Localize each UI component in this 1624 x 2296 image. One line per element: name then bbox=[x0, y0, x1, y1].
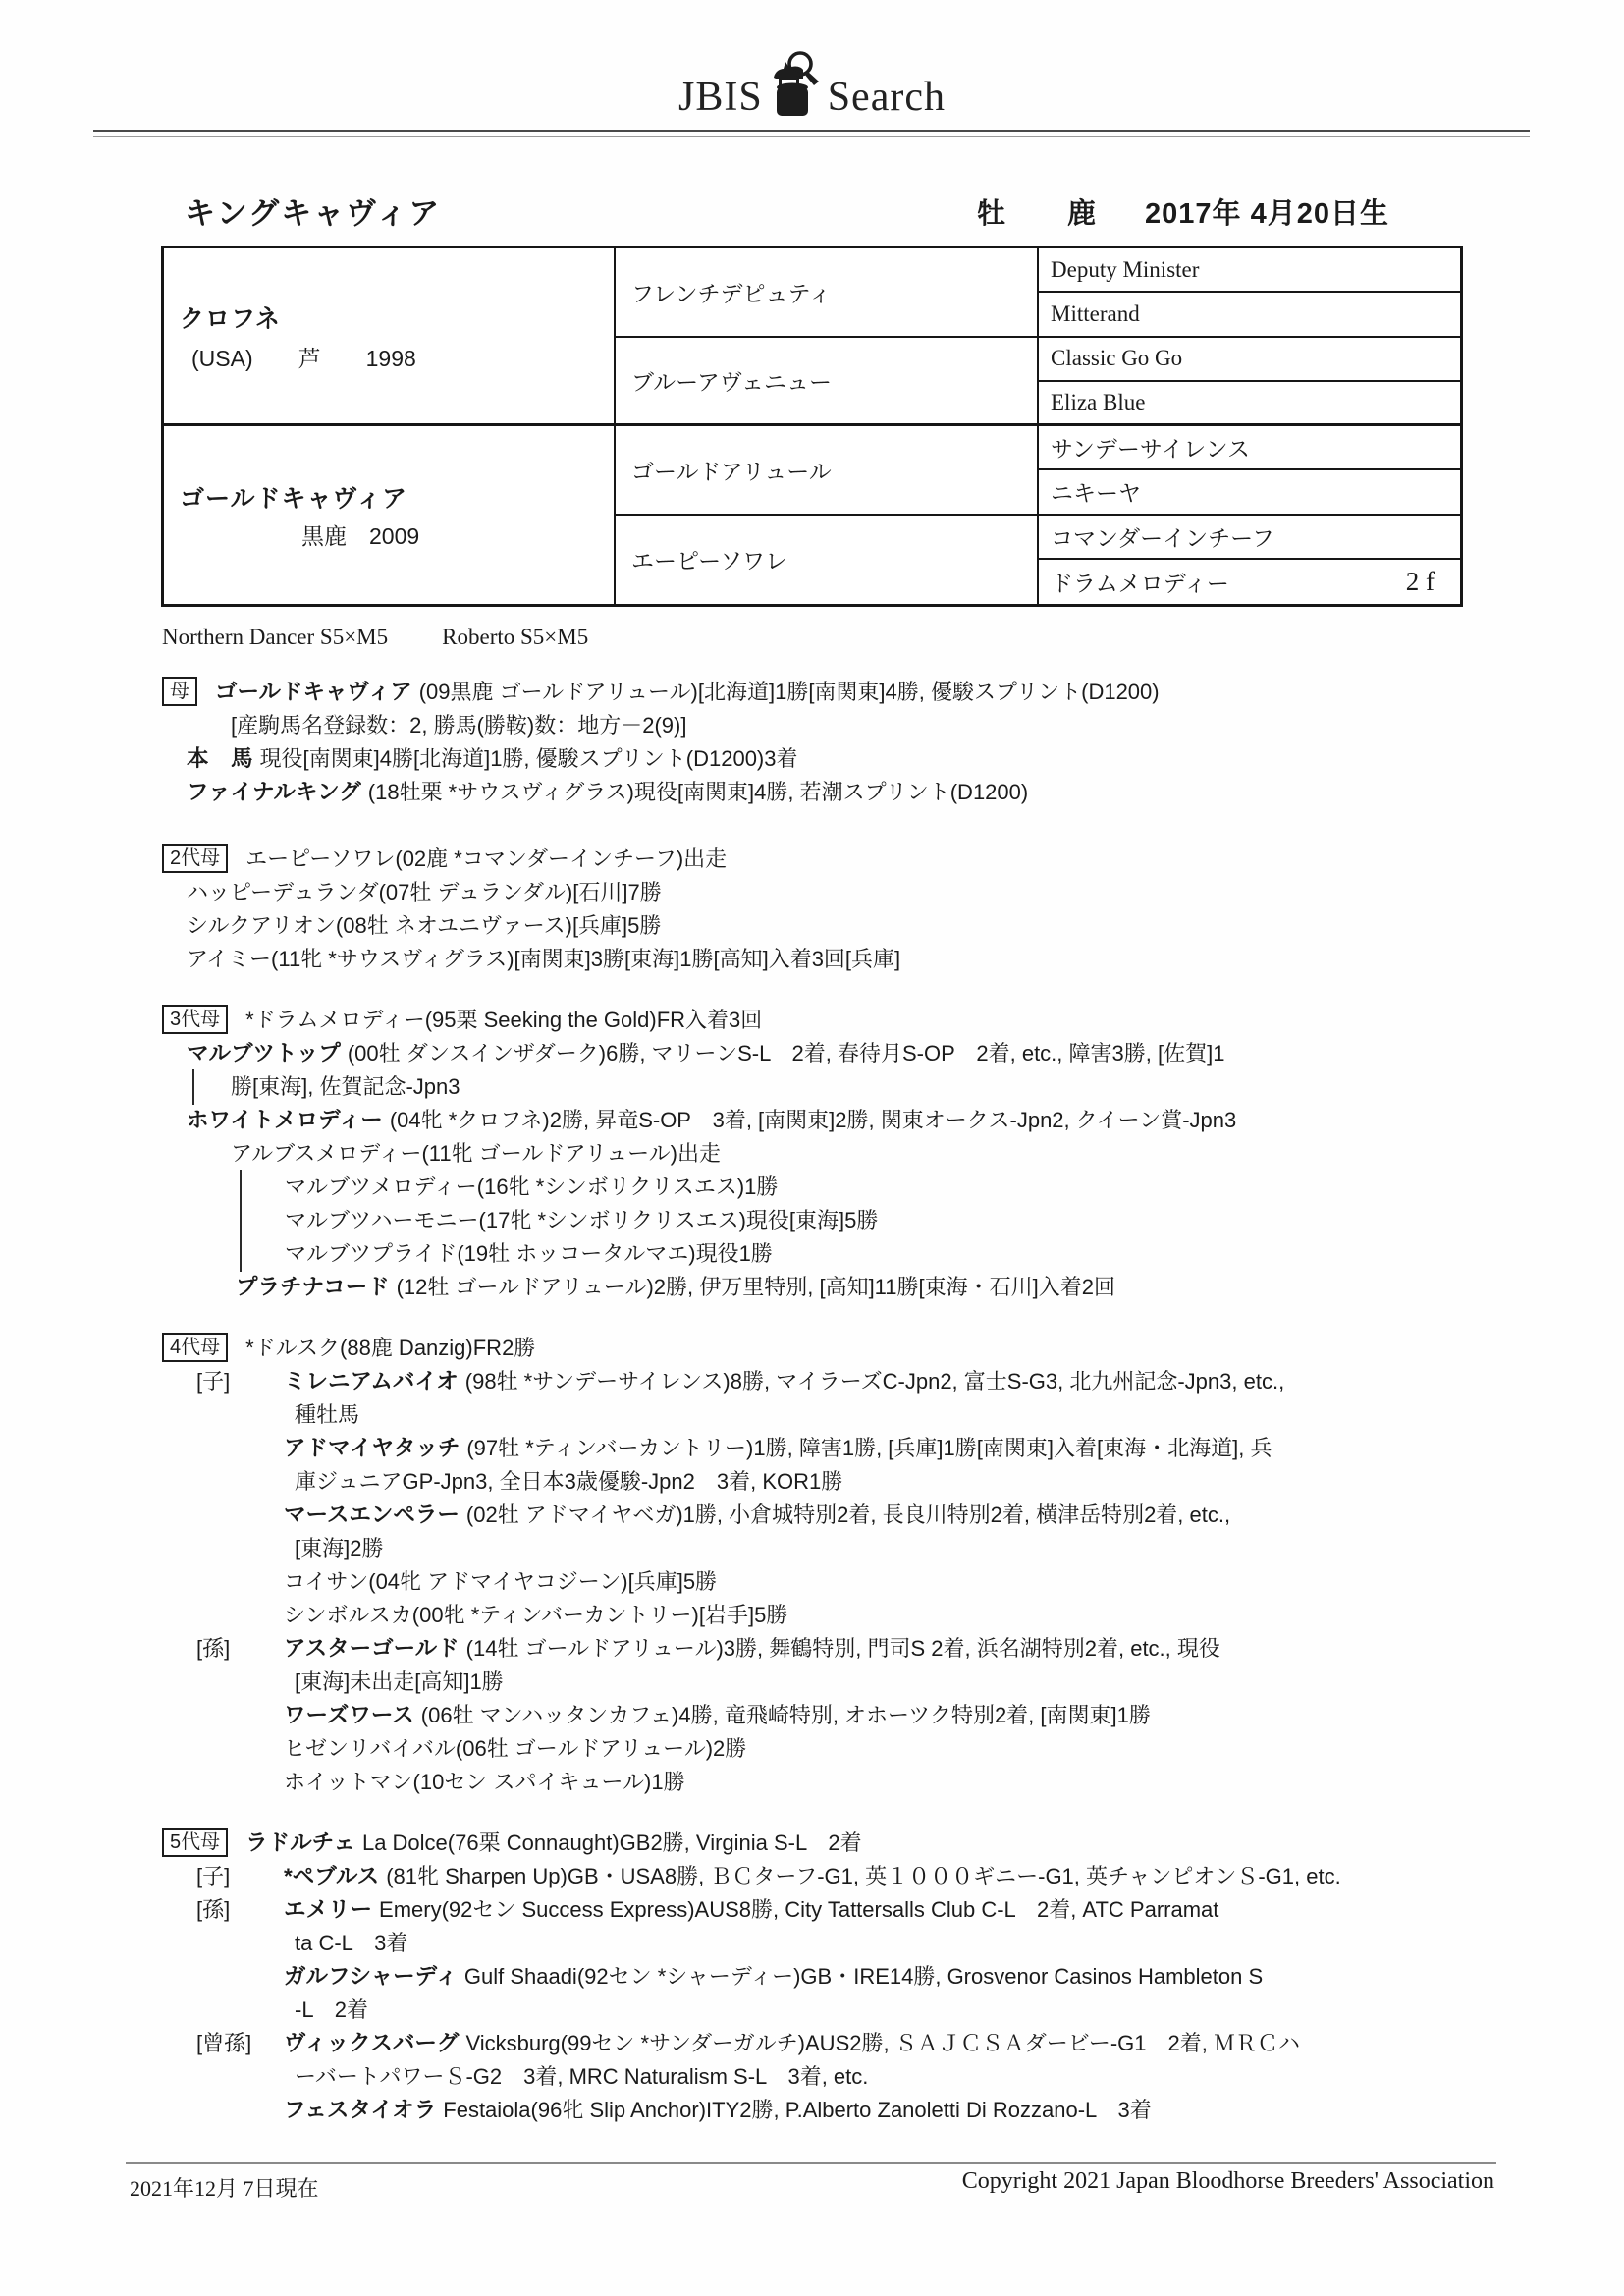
dam-detail: 黒鹿 2009 bbox=[301, 523, 420, 549]
line-text: (00牡 ダンスインザダーク)6勝, マリーンS-L 2着, 春待月S-OP 2着, etc., 障害3勝, [佐賀]1 bbox=[347, 1041, 1225, 1066]
line-text: La Dolce(76栗 Connaught)GB2勝, Virginia S-L 2着 bbox=[361, 1831, 862, 1855]
pedigree-line bbox=[0, 1271, 1624, 1304]
pedigree-line bbox=[0, 1204, 1624, 1237]
horse-name: マルブツトップ bbox=[187, 1041, 341, 1066]
line-text: ハッピーデュランダ(07牡 デュランダル)[石川]7勝 bbox=[187, 880, 662, 904]
pedigree-line bbox=[0, 1893, 1624, 1927]
greatgrandparent-name: ドラムメロディー bbox=[1051, 571, 1229, 596]
grandparent-cell: ブルーアヴェニュー bbox=[616, 338, 1037, 427]
grandparent-cell: ゴールドアリュール bbox=[616, 426, 1037, 516]
line-text: アイミー(11牝 *サウスヴィグラス)[南関東]3勝[東海]1勝[高知]入着3回[兵庫] bbox=[187, 947, 901, 971]
pedigree-line bbox=[0, 1365, 1624, 1398]
pedigree-line bbox=[0, 1499, 1624, 1532]
line-text: コイサン(04牝 アドマイヤコジーン)[兵庫]5勝 bbox=[284, 1569, 718, 1594]
line-text: ホイットマン(10セン スパイキュール)1勝 bbox=[284, 1770, 685, 1794]
pedigree-line bbox=[0, 909, 1624, 943]
pedigree-line bbox=[0, 1332, 1624, 1365]
line-text: (81牝 Sharpen Up)GB・USA8勝, ＢＣターフ-G1, 英１０００ギニー-G1, 英チャンピオンＳ-G1, etc. bbox=[386, 1864, 1341, 1888]
line-text: Vicksburg(99セン *サンダーガルチ)AUS2勝, ＳＡＪＣＳＡダービー-G1 2着, ＭＲＣハ bbox=[465, 2031, 1300, 2055]
pedigree-line bbox=[0, 1532, 1624, 1565]
tree-connector-line bbox=[240, 1203, 242, 1238]
pedigree-line bbox=[0, 1104, 1624, 1137]
line-text: 現役[南関東]4勝[北海道]1勝, 優駿スプリント(D1200)3着 bbox=[259, 746, 798, 771]
pedigree-line bbox=[0, 2060, 1624, 2094]
greatgrandparent-cell: コマンダーインチーフ bbox=[1039, 516, 1460, 560]
line-text: (06牡 マンハッタンカフェ)4勝, 竜飛崎特別, オホーツク特別2着, [南関東]1勝 bbox=[420, 1703, 1151, 1727]
inbreeding-line bbox=[162, 625, 642, 650]
pedigree-line bbox=[0, 1632, 1624, 1666]
pedigree-line bbox=[0, 1565, 1624, 1599]
line-text: Festaiola(96牝 Slip Anchor)ITY2勝, P.Alberto Zanoletti Di Rozzano-L 3着 bbox=[443, 2098, 1152, 2122]
greatgrandparent-cell: サンデーサイレンス bbox=[1039, 426, 1460, 470]
pedigree-line bbox=[0, 776, 1624, 809]
pedigree-line bbox=[0, 2027, 1624, 2060]
greatgrandparent-cell: ニキーヤ bbox=[1039, 470, 1460, 515]
line-text: [東海]2勝 bbox=[295, 1536, 384, 1560]
horse-name: 本 馬 bbox=[187, 746, 253, 771]
pedigree-line bbox=[0, 1171, 1624, 1204]
dam-cell bbox=[164, 426, 614, 604]
line-text: [産駒馬名登録数：2, 勝馬(勝鞍)数：地方－2(9)] bbox=[231, 713, 687, 738]
tree-connector-line bbox=[240, 1236, 242, 1272]
pedigree-line bbox=[0, 1237, 1624, 1271]
pedigree-line bbox=[0, 1070, 1624, 1104]
line-text: [東海]未出走[高知]1勝 bbox=[295, 1669, 504, 1694]
line-text: (04牝 *クロフネ)2勝, 昇竜S-OP 3着, [南関東]2勝, 関東オークス-Jpn2, クイーン賞-Jpn3 bbox=[389, 1108, 1237, 1132]
pedigree-line bbox=[0, 1699, 1624, 1732]
horse-sex: 牡 bbox=[977, 198, 1006, 230]
section-fifth-dam bbox=[0, 1827, 1624, 2127]
relation-tag: [子] bbox=[196, 1864, 231, 1888]
pedigree-line bbox=[0, 1766, 1624, 1799]
sire-name: クロフネ bbox=[180, 304, 282, 333]
horse-name: ワーズワース bbox=[284, 1703, 414, 1727]
horse-title: キングキャヴィア bbox=[185, 196, 442, 231]
greatgrandparent-cell bbox=[1039, 560, 1460, 604]
line-text: (14牡 ゴールドアリュール)3勝, 舞鶴特別, 門司S 2着, 浜名湖特別2着, etc., 現役 bbox=[465, 1636, 1220, 1661]
horse-name: ファイナルキング bbox=[187, 780, 361, 804]
line-text: エーピーソワレ(02鹿 *コマンダーインチーフ)出走 bbox=[245, 847, 728, 871]
pedigree-line bbox=[0, 1398, 1624, 1432]
pedigree-line bbox=[0, 1004, 1624, 1037]
logo-text-jbis: JBIS bbox=[678, 75, 763, 120]
section-second-dam bbox=[0, 843, 1624, 976]
pedigree-line bbox=[0, 1137, 1624, 1171]
horse-name: エメリー bbox=[284, 1897, 373, 1922]
greatgrandparent-cell: Mitterand bbox=[1039, 293, 1460, 337]
pedigree-table bbox=[161, 246, 1463, 607]
pedigree-line bbox=[0, 742, 1624, 776]
horse-birthdate: 2017年 4月20日生 bbox=[1145, 198, 1389, 230]
line-text: 勝[東海], 佐賀記念-Jpn3 bbox=[231, 1074, 460, 1099]
line-text: (02牡 アドマイヤベガ)1勝, 小倉城特別2着, 長良川特別2着, 横津岳特別2着, etc., bbox=[465, 1503, 1231, 1527]
pedigree-line bbox=[0, 2094, 1624, 2127]
line-text: シンボルスカ(00牝 *ティンバーカントリー)[岩手]5勝 bbox=[284, 1603, 788, 1627]
line-text: マルブツハーモニー(17牝 *シンボリクリスエス)現役[東海]5勝 bbox=[285, 1208, 879, 1232]
horse-name: ヴィックスバーグ bbox=[284, 2031, 460, 2055]
pedigree-line bbox=[0, 943, 1624, 976]
footer-rule bbox=[126, 2162, 1496, 2164]
pedigree-line bbox=[0, 1037, 1624, 1070]
line-text: (12牡 ゴールドアリュール)2勝, 伊万里特別, [高知]11勝[東海・石川]入着2回 bbox=[396, 1275, 1115, 1299]
horse-name: プラチナコード bbox=[236, 1275, 390, 1299]
pedigree-line bbox=[0, 1732, 1624, 1766]
pedigree-col-greatgrandparents bbox=[1037, 248, 1460, 604]
header-double-rule bbox=[93, 130, 1530, 137]
line-text: (97牡 *ティンバーカントリー)1勝, 障害1勝, [兵庫]1勝[南関東]入着[東海・北海道], 兵 bbox=[466, 1436, 1272, 1460]
horse-name: ホワイトメロディー bbox=[187, 1108, 383, 1132]
jbis-search-logo bbox=[0, 51, 1624, 118]
generation-label: 母 bbox=[162, 677, 197, 706]
pedigree-line bbox=[0, 1827, 1624, 1860]
pedigree-line bbox=[0, 1927, 1624, 1960]
line-text: Emery(92セン Success Express)AUS8勝, City Tattersalls Club C-L 2着, ATC Parramat bbox=[379, 1897, 1219, 1922]
horse-name: ミレニアムバイオ bbox=[284, 1369, 459, 1394]
pedigree-line bbox=[0, 676, 1624, 709]
pedigree-line bbox=[0, 1994, 1624, 2027]
tree-connector-line bbox=[192, 1069, 194, 1105]
logo-text-search: Search bbox=[827, 75, 946, 120]
generation-label: 4代母 bbox=[162, 1333, 228, 1362]
grandparent-cell: エーピーソワレ bbox=[631, 548, 788, 574]
pedigree-col-parents bbox=[164, 248, 614, 604]
line-text: ヒゼンリバイバル(06牡 ゴールドアリュール)2勝 bbox=[284, 1736, 747, 1761]
horse-name: アスターゴールド bbox=[284, 1636, 460, 1661]
inbreeding-item: Northern Dancer S5×M5 bbox=[162, 625, 389, 649]
line-text: マルブツメロディー(16牝 *シンボリクリスエス)1勝 bbox=[285, 1175, 779, 1199]
dam-name: ゴールドキャヴィア bbox=[180, 485, 408, 513]
horse-name: ラドルチェ bbox=[245, 1831, 355, 1855]
relation-tag: [曾孫] bbox=[196, 2031, 252, 2055]
line-text: ta C-L 3着 bbox=[295, 1931, 408, 1955]
line-text: *ドラムメロディー(95栗 Seeking the Gold)FR入着3回 bbox=[245, 1008, 763, 1032]
pedigree-line bbox=[0, 1465, 1624, 1499]
pedigree-line bbox=[0, 709, 1624, 742]
line-text: (09黒鹿 ゴールドアリュール)[北海道]1勝[南関東]4勝, 優駿スプリント(D1200) bbox=[418, 680, 1160, 704]
greatgrandparent-cell: Classic Go Go bbox=[1039, 338, 1460, 382]
line-text: シルクアリオン(08牡 ネオユニヴァース)[兵庫]5勝 bbox=[187, 913, 662, 938]
horse-name: マースエンペラー bbox=[284, 1503, 460, 1527]
generation-label: 2代母 bbox=[162, 844, 228, 873]
footer-copyright: Copyright 2021 Japan Bloodhorse Breeders' Association bbox=[961, 2168, 1494, 2194]
horse-coat-color: 鹿 bbox=[1067, 198, 1097, 230]
pedigree-line bbox=[0, 1432, 1624, 1465]
line-text: (18牡栗 *サウスヴィグラス)現役[南関東]4勝, 若潮スプリント(D1200) bbox=[367, 780, 1029, 804]
horse-name: *ペブルス bbox=[284, 1864, 380, 1888]
relation-tag: [子] bbox=[196, 1369, 231, 1394]
relation-tag: [孫] bbox=[196, 1897, 231, 1922]
pedigree-col-grandparents bbox=[614, 248, 1037, 604]
family-number-note: 2 f bbox=[1405, 566, 1435, 596]
line-text: アルブスメロディー(11牝 ゴールドアリュール)出走 bbox=[231, 1141, 722, 1166]
pedigree-line bbox=[0, 1599, 1624, 1632]
pedigree-line bbox=[0, 1860, 1624, 1893]
line-text: *ドルスク(88鹿 Danzig)FR2勝 bbox=[245, 1336, 536, 1360]
line-text: ーバートパワーＳ-G2 3着, MRC Naturalism S-L 3着, etc. bbox=[295, 2064, 869, 2089]
greatgrandparent-cell: Deputy Minister bbox=[1039, 248, 1460, 293]
line-text: マルブツプライド(19牡 ホッコータルマエ)現役1勝 bbox=[285, 1241, 773, 1266]
horse-name: アドマイヤタッチ bbox=[284, 1436, 460, 1460]
sire-cell bbox=[164, 248, 614, 426]
relation-tag: [孫] bbox=[196, 1636, 231, 1661]
horse-name: ゴールドキャヴィア bbox=[215, 680, 412, 704]
horse-name: ガルフシャーディ bbox=[284, 1964, 458, 1989]
pedigree-line bbox=[0, 876, 1624, 909]
tree-connector-line bbox=[240, 1170, 242, 1205]
horse-name: フェスタイオラ bbox=[284, 2098, 437, 2122]
section-dam bbox=[0, 676, 1624, 809]
generation-label: 3代母 bbox=[162, 1005, 228, 1034]
section-fourth-dam bbox=[0, 1332, 1624, 1799]
line-text: 庫ジュニアGP-Jpn3, 全日本3歳優駿-Jpn2 3着, KOR1勝 bbox=[295, 1469, 843, 1494]
pedigree-line bbox=[0, 1960, 1624, 1994]
generation-label: 5代母 bbox=[162, 1828, 228, 1857]
line-text: -L 2着 bbox=[295, 1997, 368, 2022]
pedigree-line bbox=[0, 843, 1624, 876]
grandparent-cell: フレンチデピュティ bbox=[616, 248, 1037, 338]
footer-current-date: 2021年12月 7日現在 bbox=[130, 2176, 319, 2201]
greatgrandparent-cell: Eliza Blue bbox=[1039, 382, 1460, 426]
inbreeding-item: Roberto S5×M5 bbox=[442, 625, 589, 649]
line-text: Gulf Shaadi(92セン *シャーディー)GB・IRE14勝, Grosvenor Casinos Hambleton S bbox=[463, 1964, 1264, 1989]
sire-detail: (USA) 芦 1998 bbox=[191, 345, 416, 371]
section-third-dam bbox=[0, 1004, 1624, 1304]
line-text: 種牡馬 bbox=[295, 1402, 360, 1427]
line-text: (98牡 *サンデーサイレンス)8勝, マイラーズC-Jpn2, 富士S-G3, 北九州記念-Jpn3, etc., bbox=[464, 1369, 1285, 1394]
pedigree-line bbox=[0, 1666, 1624, 1699]
horse-magnifier-logo-icon bbox=[769, 51, 822, 120]
